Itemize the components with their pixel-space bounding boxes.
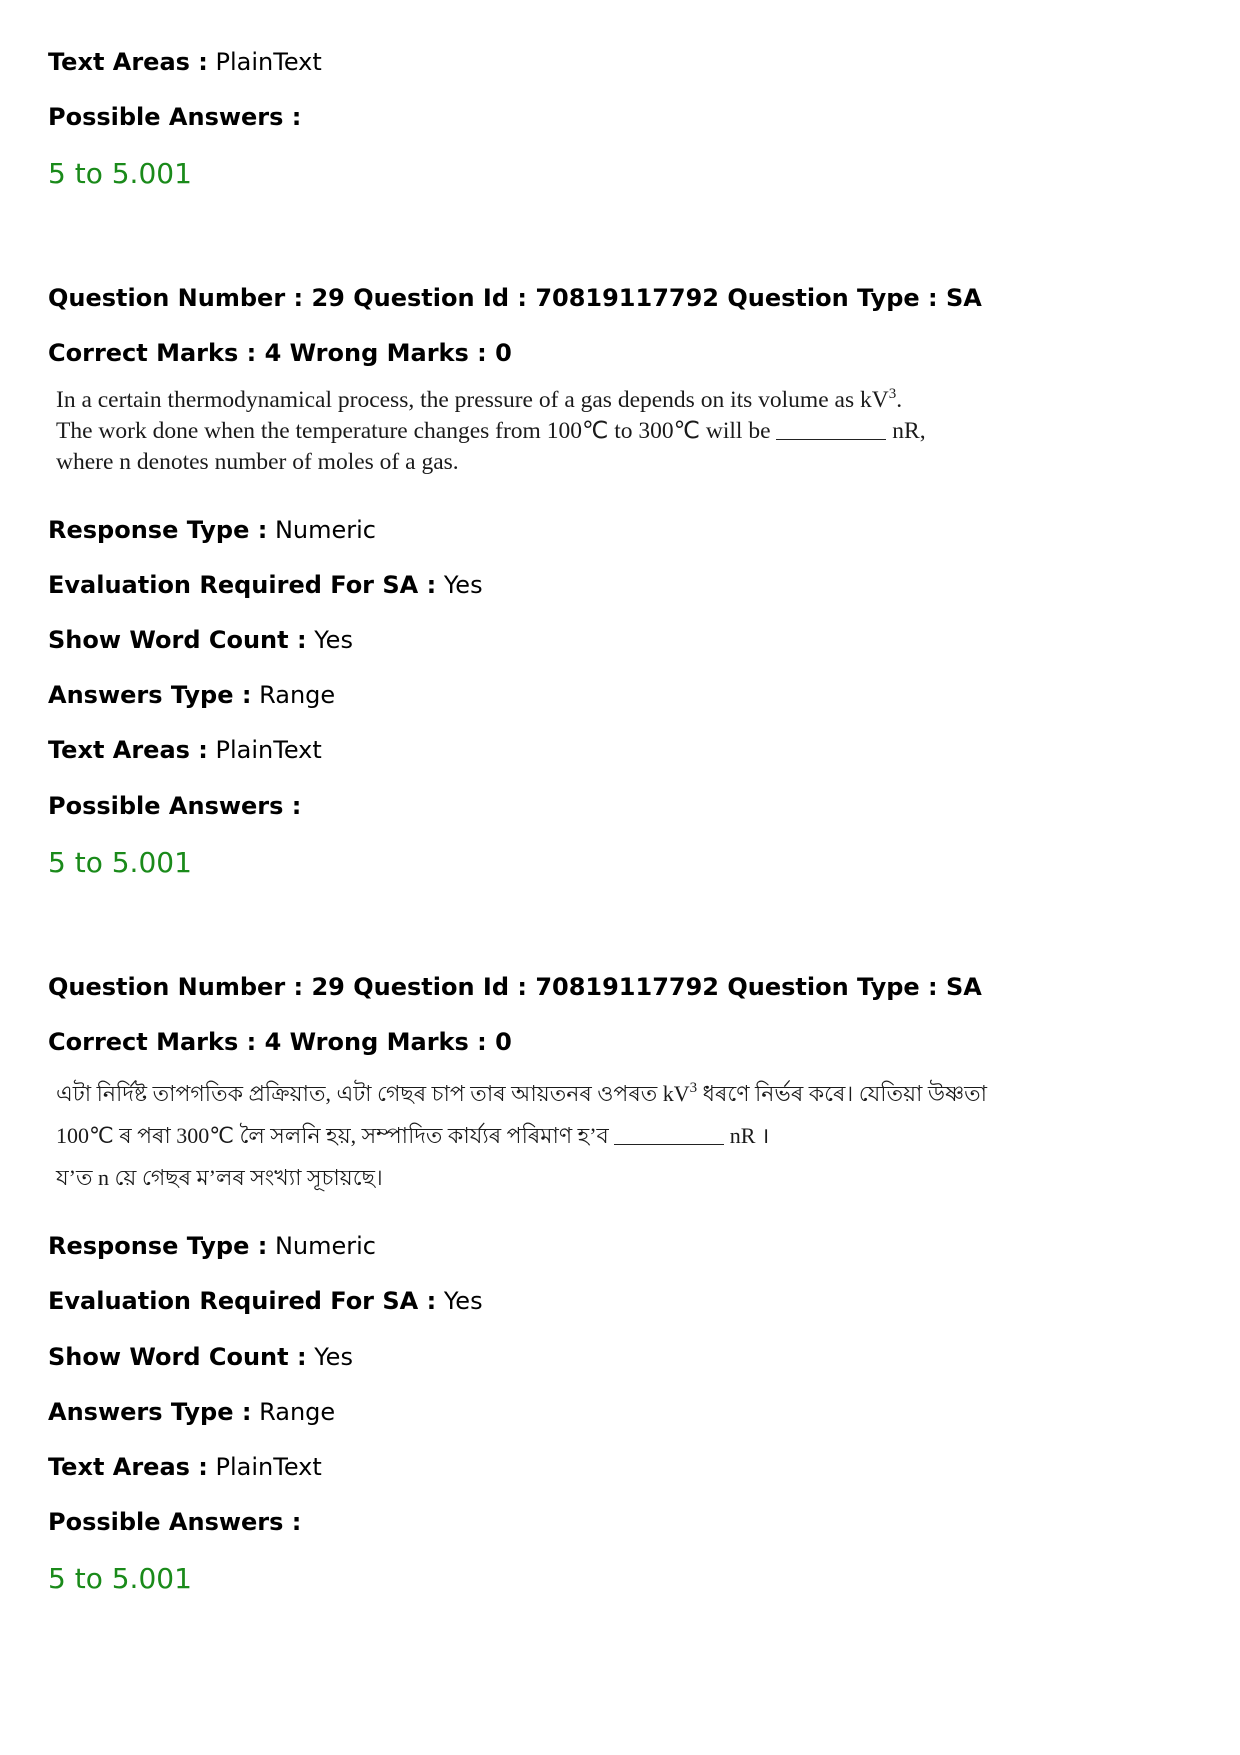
answers-type-row: Answers Type : Range [48, 1398, 336, 1426]
question-line: 100℃ ৰ পৰা 300℃ লৈ সলনি হয়, সম্পাদিত কাৰ্য্যৰ পৰিমাণ হ’ব nR । [56, 1123, 770, 1148]
possible-answers-label: Possible Answers : [48, 1508, 302, 1536]
response-type-row: Response Type : Numeric [48, 516, 376, 544]
possible-answers-value: 5 to 5.001 [48, 846, 192, 879]
question-line: where n denotes number of moles of a gas. [56, 449, 459, 475]
possible-answers-label: Possible Answers : [48, 103, 302, 131]
possible-answers-label: Possible Answers : [48, 792, 302, 820]
question-header: Question Number : 29 Question Id : 70819117792 Question Type : SA [48, 973, 982, 1001]
question-text-image [56, 385, 926, 478]
question-line: In a certain thermodynamical process, the pressure of a gas depends on its volume as $kV^3$. [56, 386, 903, 413]
answer-blank [776, 419, 886, 440]
evaluation-row: Evaluation Required For SA : Yes [48, 1287, 483, 1315]
word-count-row: Show Word Count : Yes [48, 1343, 353, 1371]
text-areas-label: Text Areas : [48, 48, 208, 76]
question-line: য’ত n য়ে গেছৰ ম’লৰ সংখ্যা সূচায়ছে। [56, 1165, 383, 1190]
evaluation-row: Evaluation Required For SA : Yes [48, 571, 483, 599]
text-areas-row [48, 47, 322, 77]
question-line: The work done when the temperature changes from 100℃ to 300℃ will be nR, [56, 418, 926, 444]
text-areas-row: Text Areas : PlainText [48, 736, 322, 764]
question-text-image [56, 1073, 987, 1199]
possible-answers-value: 5 to 5.001 [48, 157, 192, 190]
marks-row: Correct Marks : 4 Wrong Marks : 0 [48, 1028, 512, 1056]
answers-type-row: Answers Type : Range [48, 681, 336, 709]
question-header: Question Number : 29 Question Id : 70819117792 Question Type : SA [48, 284, 982, 312]
possible-answers-value: 5 to 5.001 [48, 1562, 192, 1595]
answer-blank [614, 1124, 724, 1145]
response-type-row: Response Type : Numeric [48, 1232, 376, 1260]
question-line: এটা নিৰ্দিষ্ট তাপগতিক প্ৰক্ৰিয়াত, এটা গেছৰ চাপ তাৰ আয়তনৰ ওপৰত $kV^3$ ধৰণে নিৰ্ভৰ কৰে। যেতিয়া উষ্ণতা [56, 1080, 988, 1106]
marks-row: Correct Marks : 4 Wrong Marks : 0 [48, 339, 512, 367]
word-count-row: Show Word Count : Yes [48, 626, 353, 654]
text-areas-value: PlainText [215, 48, 322, 76]
text-areas-row: Text Areas : PlainText [48, 1453, 322, 1481]
